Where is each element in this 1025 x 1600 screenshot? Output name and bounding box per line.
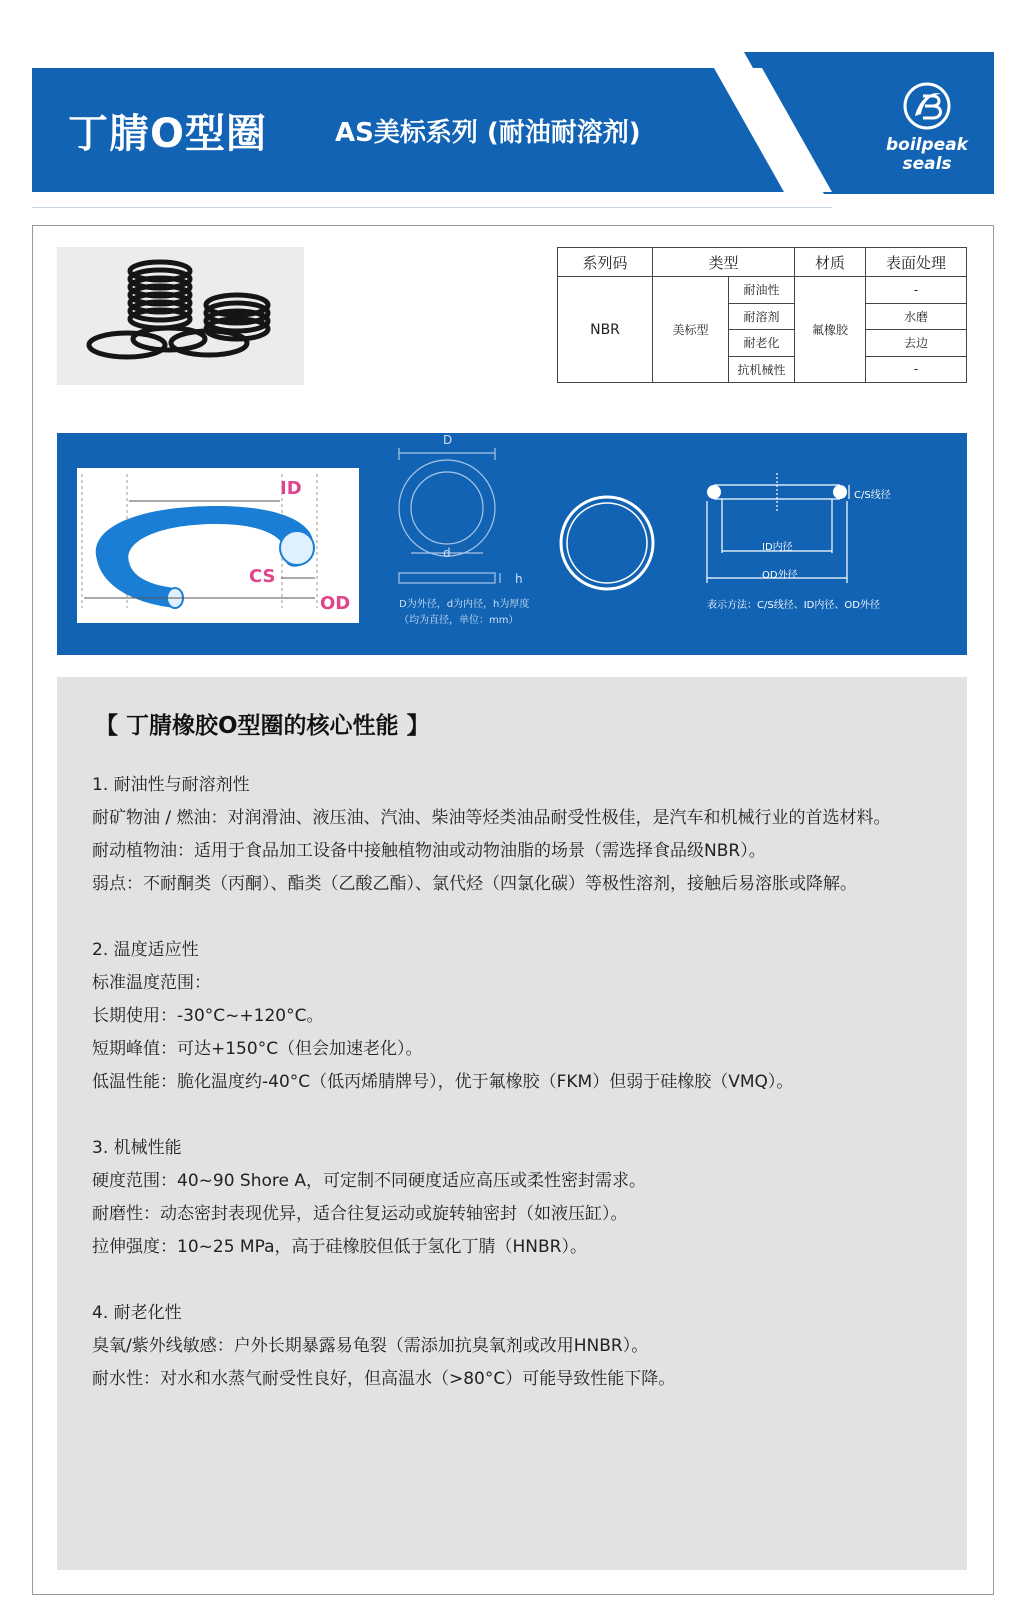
spec-property-row: 耐老化 (729, 330, 795, 357)
label-d: d (443, 546, 451, 560)
spec-surface-row: 水磨 (866, 303, 967, 330)
section-temperature (92, 934, 962, 1099)
body-line: 臭氧/紫外线敏感：户外长期暴露易龟裂（需添加抗臭氧剂或改用HNBR）。 (92, 1336, 649, 1356)
label-id-inner: ID内径 (762, 542, 793, 553)
spec-header-material: 材质 (795, 248, 866, 277)
spec-surface-row: 去边 (866, 330, 967, 357)
body-line: 短期峰值：可达+150°C（但会加速老化）。 (92, 1039, 423, 1059)
caption-line1: D为外径，d为内径，h为厚度 (399, 599, 530, 610)
body-line: 耐矿物油 / 燃油：对润滑油、液压油、汽油、柴油等烃类油品耐受性极佳，是汽车和机械行业的首选材料。 (92, 808, 891, 828)
section-aging (92, 1297, 962, 1396)
spec-header-series: 系列码 (558, 248, 653, 277)
label-h: h (515, 572, 523, 586)
spec-type: 美标型 (653, 277, 729, 383)
section-oil-resistance (92, 769, 962, 901)
panel-title: 【 丁腈橡胶O型圈的核心性能 】 (95, 713, 430, 739)
section-heading: 2. 温度适应性 (92, 940, 199, 960)
body-line: 硬度范围：40~90 Shore A，可定制不同硬度适应高压或柔性密封需求。 (92, 1171, 646, 1191)
logo-line2: seals (902, 154, 952, 174)
caption-line2: （均为直径，单位：mm） (399, 615, 519, 626)
body-line: 弱点：不耐酮类（丙酮）、酯类（乙酸乙酯）、氯代烃（四氯化碳）等极性溶剂，接触后易溶胀或降解。 (92, 874, 857, 894)
dimension-diagram-band (57, 433, 967, 655)
brand-logo (872, 80, 982, 174)
logo-line1: boilpeak (886, 135, 968, 155)
spec-material: 氟橡胶 (795, 277, 866, 383)
oring-3d-card (77, 468, 359, 623)
section-heading: 3. 机械性能 (92, 1138, 182, 1158)
label-cs: CS (249, 566, 276, 587)
oring-3d-illustration (77, 468, 359, 623)
ring-front-view (552, 488, 662, 598)
header-banner (32, 52, 994, 194)
diagram-legend: 表示方法：C/S线径、ID内径、OD外径 (707, 600, 880, 611)
spec-surface-row: - (866, 356, 967, 383)
spec-header-surface: 表面处理 (866, 248, 967, 277)
logo-icon (901, 80, 953, 132)
section-mechanical (92, 1132, 962, 1264)
spec-property-row: 耐溶剂 (729, 303, 795, 330)
body-line: 耐磨性：动态密封表现优异，适合往复运动或旋转轴密封（如液压缸）。 (92, 1204, 628, 1224)
body-line: 耐动植物油：适用于食品加工设备中接触植物油或动物油脂的场景（需选择食品级NBR）。 (92, 841, 766, 861)
header-divider (32, 207, 832, 208)
body-line: 标准温度范围： (92, 973, 211, 993)
body-line: 长期使用：-30°C~+120°C。 (92, 1006, 324, 1026)
label-od-outer: OD外径 (762, 570, 798, 581)
spec-surface-row: - (866, 277, 967, 304)
page-subtitle: AS美标系列 (耐油耐溶剂) (335, 118, 641, 148)
label-id: ID (280, 478, 302, 499)
spec-property-row: 抗机械性 (729, 356, 795, 383)
body-line: 耐水性：对水和水蒸气耐受性良好，但高温水（>80°C）可能导致性能下降。 (92, 1369, 676, 1389)
spec-header-type: 类型 (653, 248, 795, 277)
section-heading: 4. 耐老化性 (92, 1303, 182, 1323)
product-photo (57, 247, 304, 385)
properties-body (92, 769, 962, 1429)
label-cs-wire: C/S线径 (854, 490, 891, 501)
label-od: OD (320, 593, 351, 614)
spec-series-code: NBR (558, 277, 653, 383)
label-D: D (443, 433, 453, 447)
page-title: 丁腈O型圈 (68, 111, 268, 157)
spec-table (557, 247, 967, 383)
body-line: 低温性能：脆化温度约-40°C（低丙烯腈牌号），优于氟橡胶（FKM）但弱于硅橡胶（VMQ）。 (92, 1072, 794, 1092)
spec-property-row: 耐油性 (729, 277, 795, 304)
body-line: 拉伸强度：10~25 MPa，高于硅橡胶但低于氢化丁腈（HNBR）。 (92, 1237, 587, 1257)
section-heading: 1. 耐油性与耐溶剂性 (92, 775, 250, 795)
properties-panel (57, 677, 967, 1570)
